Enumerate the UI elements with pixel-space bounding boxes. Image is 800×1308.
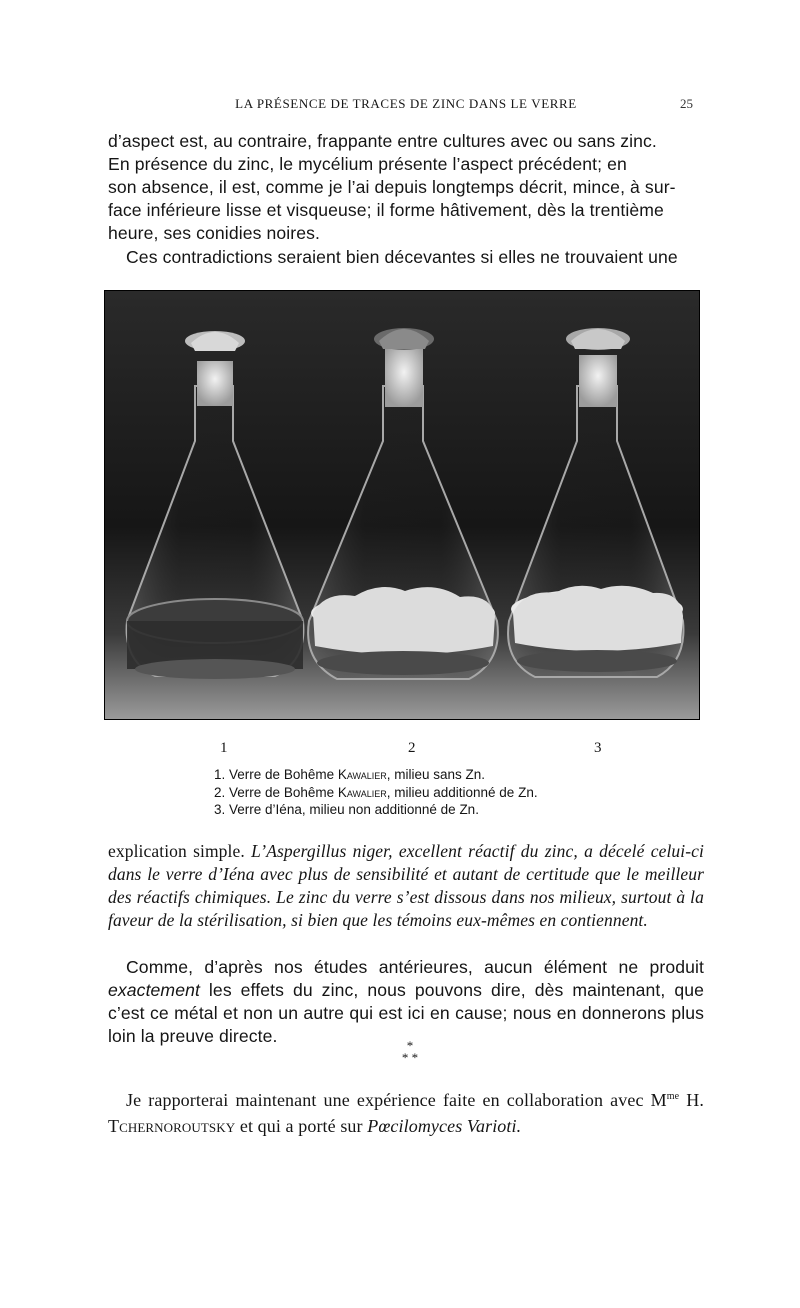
text-line: heure, ses conidies noires. (108, 223, 320, 243)
top-paragraph (108, 130, 704, 245)
flasks-photo-image (105, 291, 699, 719)
final-paragraph: Je rapporterai maintenant une expérience faite en collaboration avec $M^{me}$ H. Tchernoroutsky et qui a porté sur Pœcilomyces Varioti. (108, 1090, 704, 1136)
comme-paragraph: Comme, d’après nos études antérieures, aucun élément ne produit exactement les effets du zinc, nous pouvons dire, dès maintenant, que c’est ce métal et non un autre qui est ici en cause; nous en donnerons plus loin la preuve directe. (108, 957, 704, 1046)
separator-bottom: * * (401, 1050, 419, 1065)
flasks-photograph (104, 290, 700, 720)
species-name: Pœcilomyces Varioti. (367, 1116, 522, 1136)
text-line: d’aspect est, au contraire, frappante entre cultures avec ou sans zinc. (108, 131, 657, 151)
figure-label-2: 2 (408, 740, 416, 756)
second-paragraph: Ces contradictions seraient bien décevantes si elles ne trouvaient une (126, 247, 678, 267)
caption-3: 3. Verre d’Iéna, milieu non additionné de Zn. (214, 802, 479, 817)
figure-labels (108, 740, 704, 760)
separator-top: * (406, 1038, 414, 1053)
author-name: Tchernoroutsky (108, 1116, 236, 1136)
explication-paragraph: explication simple. L’Aspergillus niger, excellent réactif du zinc, a décelé celui-ci dans le verre d’Iéna avec plus de sensibilité et autant de certitude que le meilleur des réactifs chimiques. Le zinc du verre s’est dissous dans nos milieux, surtout à la faveur de la stérilisation, si bien que les témoins eux-mêmes en contiennent. (108, 841, 704, 930)
text-line: face inférieure lisse et visqueuse; il forme hâtivement, dès la trentième (108, 200, 664, 220)
page-number: 25 (680, 96, 693, 111)
section-separator (380, 1040, 440, 1064)
figure-captions (214, 766, 674, 819)
figure-label-1: 1 (220, 740, 228, 756)
caption-2: 2. Verre de Bohême Kawalier, milieu additionné de Zn. (214, 784, 538, 800)
text-line: En présence du zinc, le mycélium présente l’aspect précédent; en (108, 154, 627, 174)
text-line: son absence, il est, comme je l’ai depuis longtemps décrit, mince, à sur- (108, 177, 676, 197)
caption-1: 1. Verre de Bohême Kawalier, milieu sans Zn. (214, 767, 486, 782)
figure-label-3: 3 (594, 740, 602, 756)
running-header: LA PRÉSENCE DE TRACES DE ZINC DANS LE VERRE (235, 96, 577, 111)
